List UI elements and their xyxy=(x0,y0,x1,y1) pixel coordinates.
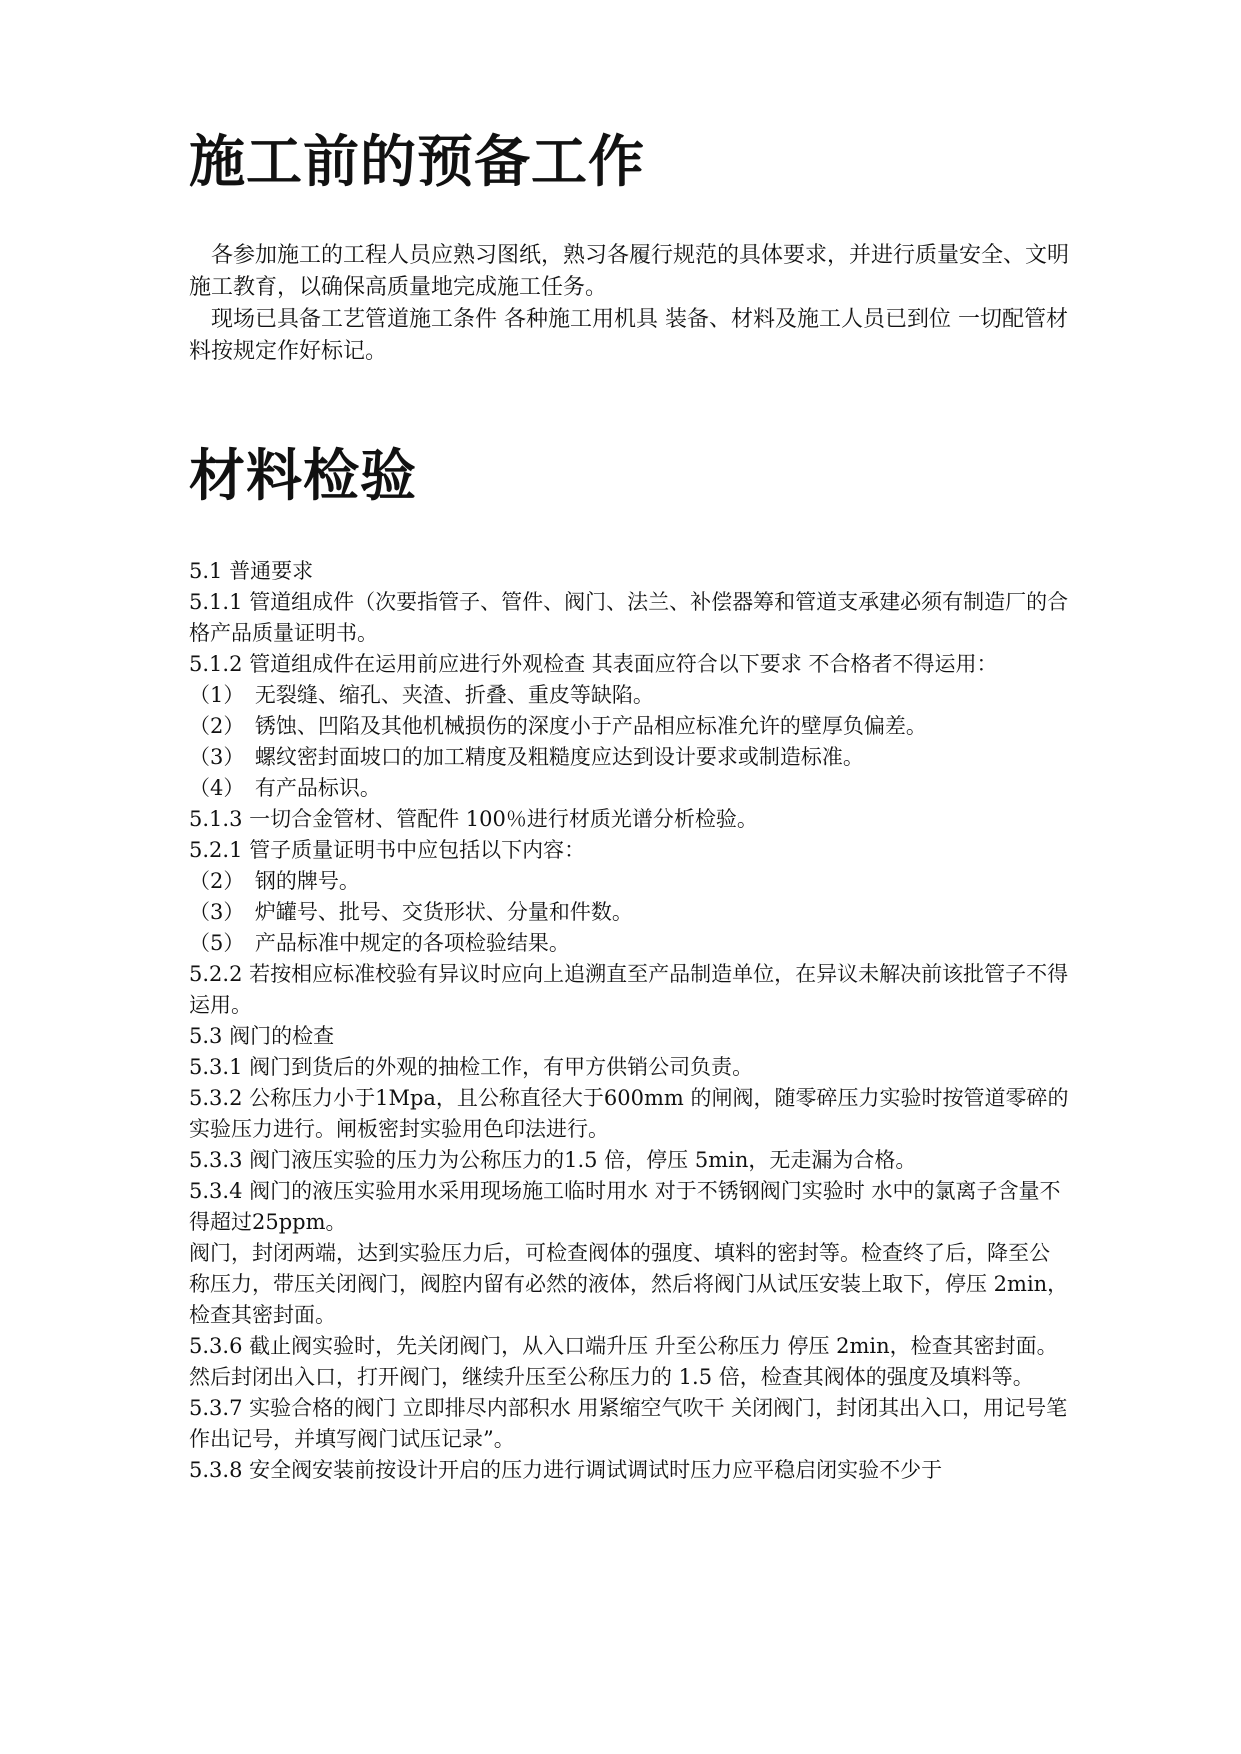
list-item: （4） 有产品标识。 xyxy=(189,776,381,800)
text-line: 5.2.2 若按相应标准校验有异议时应向上追溯直至产品制造单位，在异议未解决前该批管子不得运用。 xyxy=(189,962,1069,1017)
document-content xyxy=(189,130,1069,1486)
list-item: （2） 钢的牌号。 xyxy=(189,869,360,893)
text-line: 5.3 阀门的检查 xyxy=(189,1024,335,1048)
list-item: （3） 炉罐号、批号、交货形状、分量和件数。 xyxy=(189,900,633,924)
text-line: 5.2.1 管子质量证明书中应包括以下内容： xyxy=(189,838,586,862)
text-line: 5.3.3 阀门液压实验的压力为公称压力的1.5 倍，停压 5min，无走漏为合格。 xyxy=(189,1148,917,1172)
list-item: （5） 产品标准中规定的各项检验结果。 xyxy=(189,931,570,955)
text-line: 5.3.6 截止阀实验时，先关闭阀门，从入口端升压 升至公称压力 停压 2min，检查其密封面。然后封闭出入口，打开阀门，继续升压至公称压力的 1.5 倍，检查其阀体的强度及填料等。 xyxy=(189,1334,1058,1389)
list-item: （2） 锈蚀、凹陷及其他机械损伤的深度小于产品相应标准允许的壁厚负偏差。 xyxy=(189,714,927,738)
text-line: 5.3.2 公称压力小于1Mpa，且公称直径大于600mm 的闸阀，随零碎压力实验时按管道零碎的实验压力进行。闸板密封实验用色印法进行。 xyxy=(189,1086,1069,1141)
text-line: 5.3.4 阀门的液压实验用水采用现场施工临时用水 对于不锈钢阀门实验时 水中的氯离子含量不得超过25ppm。 xyxy=(189,1179,1061,1234)
material-inspection-lines xyxy=(189,556,1069,1486)
section-heading-material-inspection: 材料检验 xyxy=(189,444,417,509)
text-line: 5.1.1 管道组成件（次要指管子、管件、阀门、法兰、补偿器筹和管道支承建必须有制造厂的合格产品质量证明书。 xyxy=(189,590,1069,645)
paragraph: 各参加施工的工程人员应熟习图纸，熟习各履行规范的具体要求，并进行质量安全、文明施工教育，以确保高质量地完成施工任务。 xyxy=(189,243,1070,300)
section-heading-preparation: 施工前的预备工作 xyxy=(189,130,645,195)
text-line: 5.1 普通要求 xyxy=(189,559,314,583)
paragraph: 现场已具备工艺管道施工条件 各种施工用机具 装备、材料及施工人员已到位 一切配管材料按规定作好标记。 xyxy=(189,307,1068,364)
list-item: （3） 螺纹密封面坡口的加工精度及粗糙度应达到设计要求或制造标准。 xyxy=(189,745,864,769)
text-line: 5.1.2 管道组成件在运用前应进行外观检查 其表面应符合以下要求 不合格者不得运用： xyxy=(189,652,998,676)
list-item: （1） 无裂缝、缩孔、夹渣、折叠、重皮等缺陷。 xyxy=(189,683,654,707)
text-line: 5.1.3 一切合金管材、管配件 100％进行材质光谱分析检验。 xyxy=(189,807,758,831)
text-line: 阀门，封闭两端，达到实验压力后，可检查阀体的强度、填料的密封等。检查终了后，降至公称压力，带压关闭阀门，阀腔内留有必然的液体，然后将阀门从试压安装上取下，停压 2min，检查其密封面。 xyxy=(189,1241,1069,1327)
preparation-paragraphs xyxy=(189,240,1069,368)
text-line: 5.3.7 实验合格的阀门 立即排尽内部积水 用紧缩空气吹干 关闭阀门，封闭其出入口，用记号笔作出记号，并填写阀门试压记录”。 xyxy=(189,1396,1068,1451)
text-line: 5.3.8 安全阀安装前按设计开启的压力进行调试调试时压力应平稳启闭实验不少于 xyxy=(189,1458,943,1482)
text-line: 5.3.1 阀门到货后的外观的抽检工作，有甲方供销公司负责。 xyxy=(189,1055,754,1079)
